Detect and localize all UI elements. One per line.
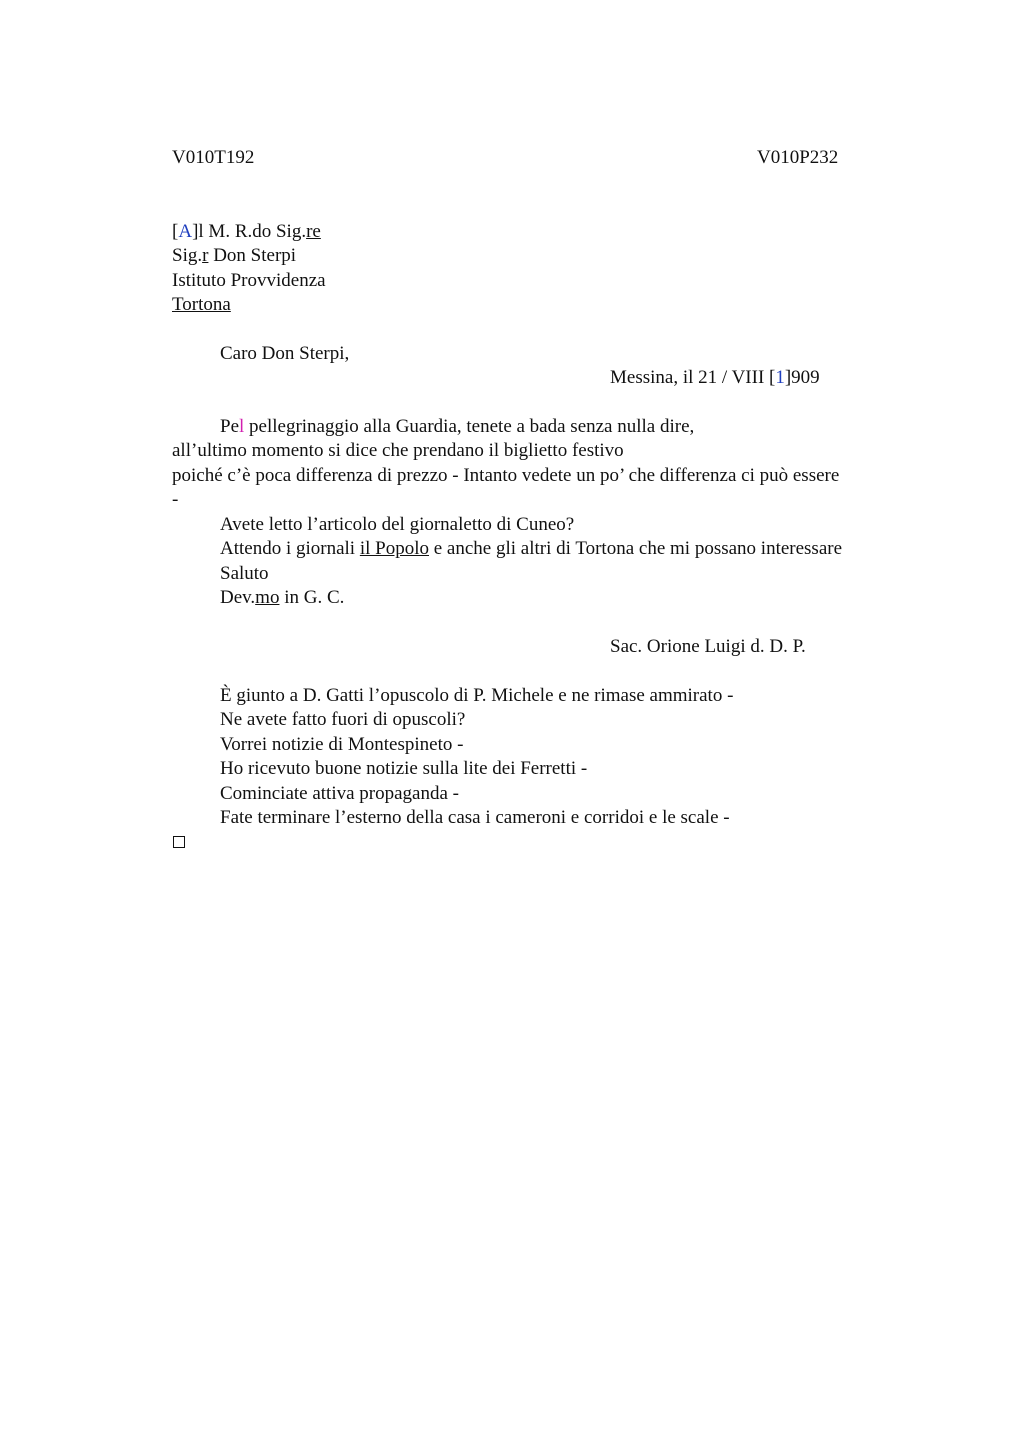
address-recipient-title: l M. R.do Sig. [198, 221, 307, 242]
closing-dev-prefix: Dev. [220, 587, 256, 608]
address-sig-prefix: Sig. [172, 245, 203, 266]
body-newspapers-line [220, 538, 842, 560]
body-word-start: Pe [220, 416, 239, 437]
postscript-line-6: Fate terminare l’esterno della casa i cameroni e corridoi e le scale - [220, 807, 730, 828]
postscript-line-4: Ho ricevuto buone notizie sulla lite dei Ferretti - [220, 758, 588, 779]
document-code-right: V010P232 [757, 147, 839, 168]
body-line-3: poiché c’è poca differenza di prezzo - Intanto vedete un po’ che differenza ci può essere [172, 465, 840, 486]
postscript-line-2: Ne avete fatto fuori di opuscoli? [220, 709, 466, 730]
greeting: Caro Don Sterpi, [220, 343, 350, 364]
newspaper-title: il Popolo [359, 538, 429, 559]
dateline-prefix: Messina, il 21 / VIII [ [610, 367, 776, 388]
bracket-close: ] [192, 221, 199, 242]
address-line-3: Istituto Provvidenza [172, 270, 326, 291]
abbreviation-superscript: mo [255, 587, 280, 608]
body-line-4: - [172, 489, 179, 510]
closing-salutation: Saluto [220, 563, 269, 584]
address-recipient-name: Don Sterpi [208, 245, 297, 266]
postscript-line-1: È giunto a D. Gatti l’opuscolo di P. Michele e ne rimase ammirato - [220, 685, 734, 706]
document-code-left: V010T192 [172, 147, 255, 168]
body-line-1 [220, 416, 694, 438]
address-line-2 [172, 245, 296, 267]
postscript-line-5: Cominciate attiva propaganda - [220, 783, 459, 804]
postscript-line-3: Vorrei notizie di Montespineto - [220, 734, 464, 755]
bracket-open: [ [172, 221, 179, 242]
body-line-1-rest: pellegrinaggio alla Guardia, tenete a bada senza nulla dire, [244, 416, 695, 437]
editorial-digit-mark: 1 [775, 367, 785, 388]
body-newspapers-start: Attendo i giornali [220, 538, 360, 559]
closing-dev-rest: in G. C. [279, 587, 345, 608]
body-question-cuneo: Avete letto l’articolo del giornaletto di Cuneo? [220, 514, 575, 535]
body-newspapers-rest: e anche gli altri di Tortona che mi possano interessare [429, 538, 843, 559]
dateline [610, 367, 820, 389]
abbreviation-superscript: re [306, 221, 321, 242]
address-line-1 [172, 221, 321, 243]
dateline-suffix: ]909 [784, 367, 820, 388]
address-city: Tortona [172, 294, 231, 315]
editorial-letter-mark: A [178, 221, 193, 242]
body-line-2: all’ultimo momento si dice che prendano il biglietto festivo [172, 440, 624, 461]
abbreviation-superscript: r [202, 245, 209, 266]
signature: Sac. Orione Luigi d. D. P. [610, 636, 806, 657]
editorial-letter-mark: l [239, 416, 245, 437]
end-box-icon [173, 836, 185, 848]
closing-devotion [220, 587, 344, 609]
